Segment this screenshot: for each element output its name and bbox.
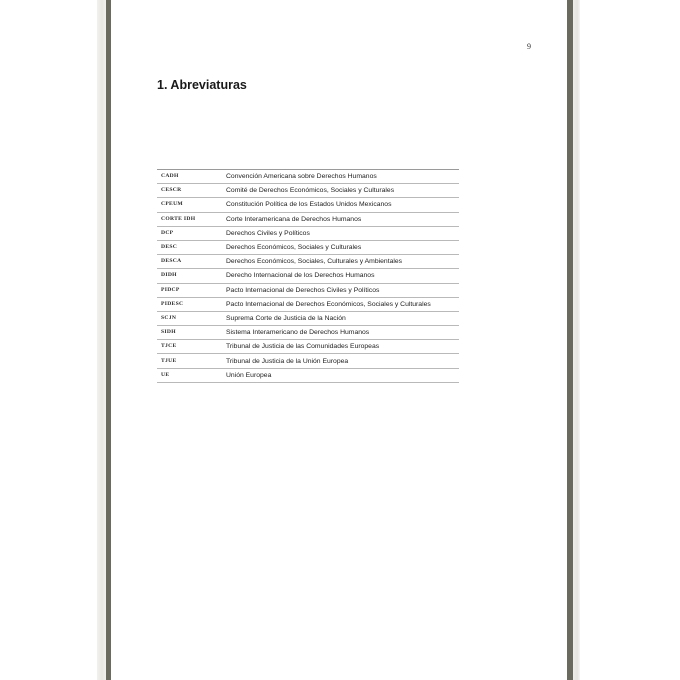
- background-texture-right: [573, 0, 580, 680]
- table-row: [157, 354, 459, 368]
- table-row: [157, 198, 459, 212]
- abbreviation-cell: UE: [157, 368, 224, 382]
- meaning-cell: Constitución Política de los Estados Unidos Mexicanos: [224, 198, 459, 212]
- meaning-cell: Convención Americana sobre Derechos Humanos: [224, 170, 459, 184]
- meaning-cell: Derechos Civiles y Políticos: [224, 226, 459, 240]
- meaning-cell: Sistema Interamericano de Derechos Humanos: [224, 326, 459, 340]
- table-row: [157, 255, 459, 269]
- table-row: [157, 269, 459, 283]
- abbreviation-cell: DESC: [157, 240, 224, 254]
- section-heading: 1. Abreviaturas: [157, 78, 247, 92]
- page-number: 9: [527, 42, 531, 51]
- table-row: [157, 297, 459, 311]
- abbreviation-cell: CPEUM: [157, 198, 224, 212]
- abbreviations-table-body: [157, 170, 459, 383]
- meaning-cell: Tribunal de Justicia de las Comunidades Europeas: [224, 340, 459, 354]
- table-row: [157, 170, 459, 184]
- meaning-cell: Derechos Económicos, Sociales y Culturales: [224, 240, 459, 254]
- abbreviation-cell: DESCA: [157, 255, 224, 269]
- abbreviation-cell: SCJN: [157, 311, 224, 325]
- meaning-cell: Suprema Corte de Justicia de la Nación: [224, 311, 459, 325]
- meaning-cell: Corte Interamericana de Derechos Humanos: [224, 212, 459, 226]
- table-row: [157, 240, 459, 254]
- table-row: [157, 311, 459, 325]
- table-row: [157, 368, 459, 382]
- abbreviation-cell: SIDH: [157, 326, 224, 340]
- table-row: [157, 326, 459, 340]
- meaning-cell: Unión Europea: [224, 368, 459, 382]
- abbreviation-cell: DCP: [157, 226, 224, 240]
- meaning-cell: Derechos Económicos, Sociales, Culturales y Ambientales: [224, 255, 459, 269]
- meaning-cell: Derecho Internacional de los Derechos Humanos: [224, 269, 459, 283]
- abbreviation-cell: CESCR: [157, 184, 224, 198]
- abbreviation-cell: TJCE: [157, 340, 224, 354]
- abbreviation-cell: CORTE IDH: [157, 212, 224, 226]
- abbreviations-table: [157, 169, 459, 383]
- table-row: [157, 226, 459, 240]
- table-row: [157, 283, 459, 297]
- meaning-cell: Pacto Internacional de Derechos Civiles y Políticos: [224, 283, 459, 297]
- abbreviation-cell: PIDCP: [157, 283, 224, 297]
- abbreviation-cell: TJUE: [157, 354, 224, 368]
- abbreviation-cell: PIDESC: [157, 297, 224, 311]
- table-row: [157, 212, 459, 226]
- meaning-cell: Pacto Internacional de Derechos Económicos, Sociales y Culturales: [224, 297, 459, 311]
- table-row: [157, 340, 459, 354]
- table-row: [157, 184, 459, 198]
- abbreviation-cell: DIDH: [157, 269, 224, 283]
- abbreviation-cell: CADH: [157, 170, 224, 184]
- meaning-cell: Tribunal de Justicia de la Unión Europea: [224, 354, 459, 368]
- meaning-cell: Comité de Derechos Económicos, Sociales y Culturales: [224, 184, 459, 198]
